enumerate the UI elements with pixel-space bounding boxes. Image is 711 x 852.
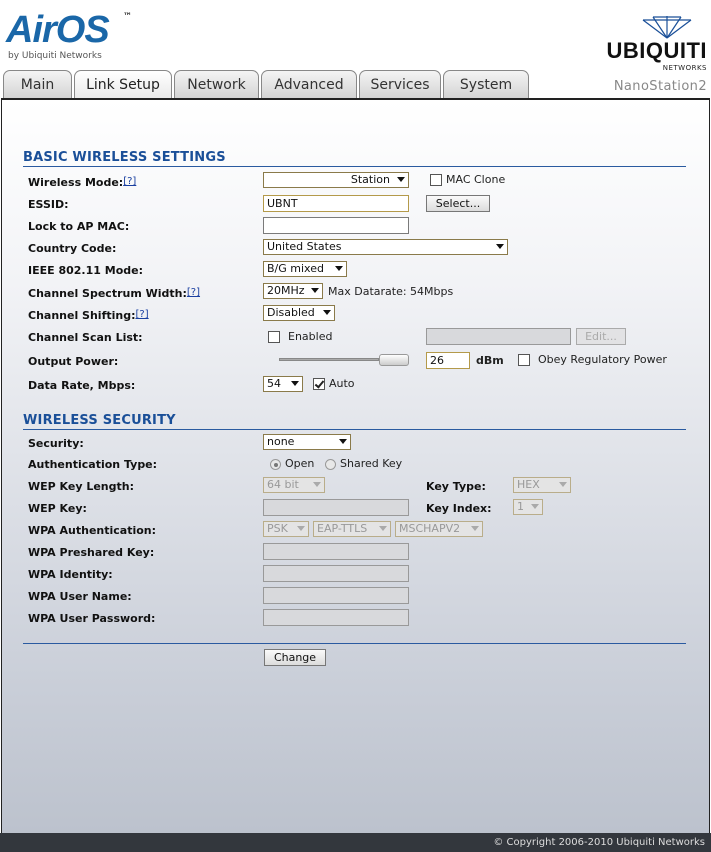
tab-services[interactable]: Services	[359, 70, 441, 98]
spectrum-width-label: Channel Spectrum Width:[?]	[28, 287, 201, 300]
channel-shifting-select[interactable]: Disabled	[263, 305, 335, 321]
chevron-down-icon	[559, 482, 567, 487]
wep-key-input[interactable]	[263, 499, 409, 516]
wpa-psk-input[interactable]	[263, 543, 409, 560]
tab-network[interactable]: Network	[174, 70, 259, 98]
essid-label: ESSID:	[28, 198, 69, 211]
scan-list-edit-button[interactable]: Edit...	[576, 328, 626, 345]
key-index-select[interactable]: 1	[513, 499, 543, 515]
wpa-auth-eap-select[interactable]: EAP-TTLS	[313, 521, 391, 537]
section-basic-title: BASIC WIRELESS SETTINGS	[23, 150, 686, 167]
auth-shared-key-label: Shared Key	[340, 457, 403, 470]
chevron-down-icon	[311, 288, 319, 293]
key-type-select[interactable]: HEX	[513, 477, 571, 493]
select-essid-button[interactable]: Select...	[426, 195, 490, 212]
channel-shifting-help-link[interactable]: [?]	[135, 309, 149, 320]
ubiquiti-antenna-icon	[637, 14, 697, 40]
wpa-user-name-label: WPA User Name:	[28, 590, 132, 603]
essid-input[interactable]: UBNT	[263, 195, 409, 212]
wep-key-label: WEP Key:	[28, 502, 87, 515]
max-datarate-text: Max Datarate: 54Mbps	[328, 285, 454, 298]
chevron-down-icon	[313, 482, 321, 487]
chevron-down-icon	[335, 266, 343, 271]
scan-list-input[interactable]	[426, 328, 571, 345]
header	[0, 0, 711, 98]
lock-ap-mac-label: Lock to AP MAC:	[28, 220, 130, 233]
wpa-auth-inner-select[interactable]: MSCHAPV2	[395, 521, 483, 537]
country-code-select[interactable]: United States	[263, 239, 508, 255]
wpa-user-password-input[interactable]	[263, 609, 409, 626]
tab-main[interactable]: Main	[3, 70, 72, 98]
data-rate-select[interactable]: 54	[263, 376, 303, 392]
scan-list-enabled-checkbox[interactable]	[268, 331, 280, 343]
key-index-label: Key Index:	[426, 502, 492, 515]
auth-open-label: Open	[285, 457, 315, 470]
wpa-psk-label: WPA Preshared Key:	[28, 546, 155, 559]
wpa-auth-psk-select[interactable]: PSK	[263, 521, 309, 537]
wpa-user-name-input[interactable]	[263, 587, 409, 604]
device-name: NanoStation2	[613, 79, 707, 94]
channel-scan-list-label: Channel Scan List:	[28, 331, 143, 344]
dbm-unit: dBm	[476, 354, 504, 367]
auth-type-label: Authentication Type:	[28, 458, 158, 471]
change-button[interactable]: Change	[264, 649, 326, 666]
chevron-down-icon	[297, 526, 305, 531]
chevron-down-icon	[339, 439, 347, 444]
output-power-label: Output Power:	[28, 355, 119, 368]
output-power-input[interactable]: 26	[426, 352, 470, 369]
ieee-mode-label: IEEE 802.11 Mode:	[28, 264, 143, 277]
obey-regulatory-checkbox[interactable]	[518, 354, 530, 366]
wpa-identity-label: WPA Identity:	[28, 568, 113, 581]
wpa-user-password-label: WPA User Password:	[28, 612, 156, 625]
ubiquiti-logo: UBIQUITI NETWORKS	[587, 14, 707, 72]
auth-shared-key-radio[interactable]	[325, 459, 336, 470]
output-power-slider[interactable]	[279, 355, 409, 365]
spectrum-width-help-link[interactable]: [?]	[186, 287, 201, 298]
chevron-down-icon	[496, 244, 504, 249]
tab-system[interactable]: System	[443, 70, 529, 98]
footer-copyright: © Copyright 2006-2010 Ubiquiti Networks	[0, 833, 711, 852]
spectrum-width-select[interactable]: 20MHz	[263, 283, 323, 299]
chevron-down-icon	[291, 381, 299, 386]
data-rate-label: Data Rate, Mbps:	[28, 379, 136, 392]
mac-clone-checkbox[interactable]	[430, 174, 442, 186]
chevron-down-icon	[379, 526, 387, 531]
tab-advanced[interactable]: Advanced	[261, 70, 357, 98]
wep-key-length-select[interactable]: 64 bit	[263, 477, 325, 493]
wpa-auth-label: WPA Authentication:	[28, 524, 157, 537]
chevron-down-icon	[323, 310, 331, 315]
chevron-down-icon	[397, 177, 405, 182]
chevron-down-icon	[471, 526, 479, 531]
tab-link-setup[interactable]: Link Setup	[74, 70, 172, 100]
section-divider	[23, 643, 686, 644]
obey-regulatory-label: Obey Regulatory Power	[538, 353, 667, 366]
data-rate-auto-label: Auto	[329, 377, 355, 390]
key-type-label: Key Type:	[426, 480, 486, 493]
auth-open-radio[interactable]	[270, 459, 281, 470]
airos-logo: AirOS ™ by Ubiquiti Networks	[6, 9, 132, 61]
mac-clone-label: MAC Clone	[446, 173, 506, 186]
section-security-title: WIRELESS SECURITY	[23, 413, 686, 430]
country-code-label: Country Code:	[28, 242, 117, 255]
wpa-identity-input[interactable]	[263, 565, 409, 582]
wireless-mode-select[interactable]: Station	[263, 172, 409, 188]
chevron-down-icon	[531, 504, 539, 509]
channel-shifting-label: Channel Shifting:[?]	[28, 309, 149, 322]
security-select[interactable]: none	[263, 434, 351, 450]
lock-ap-mac-input[interactable]	[263, 217, 409, 234]
wep-key-length-label: WEP Key Length:	[28, 480, 134, 493]
ieee-mode-select[interactable]: B/G mixed	[263, 261, 347, 277]
security-label: Security:	[28, 437, 84, 450]
wireless-mode-help-link[interactable]: [?]	[123, 176, 137, 187]
slider-handle[interactable]	[379, 354, 409, 366]
wireless-mode-label: Wireless Mode:[?]	[28, 176, 137, 189]
slider-track	[279, 358, 379, 361]
scan-list-enabled-label: Enabled	[288, 330, 333, 343]
data-rate-auto-checkbox[interactable]	[313, 378, 325, 390]
